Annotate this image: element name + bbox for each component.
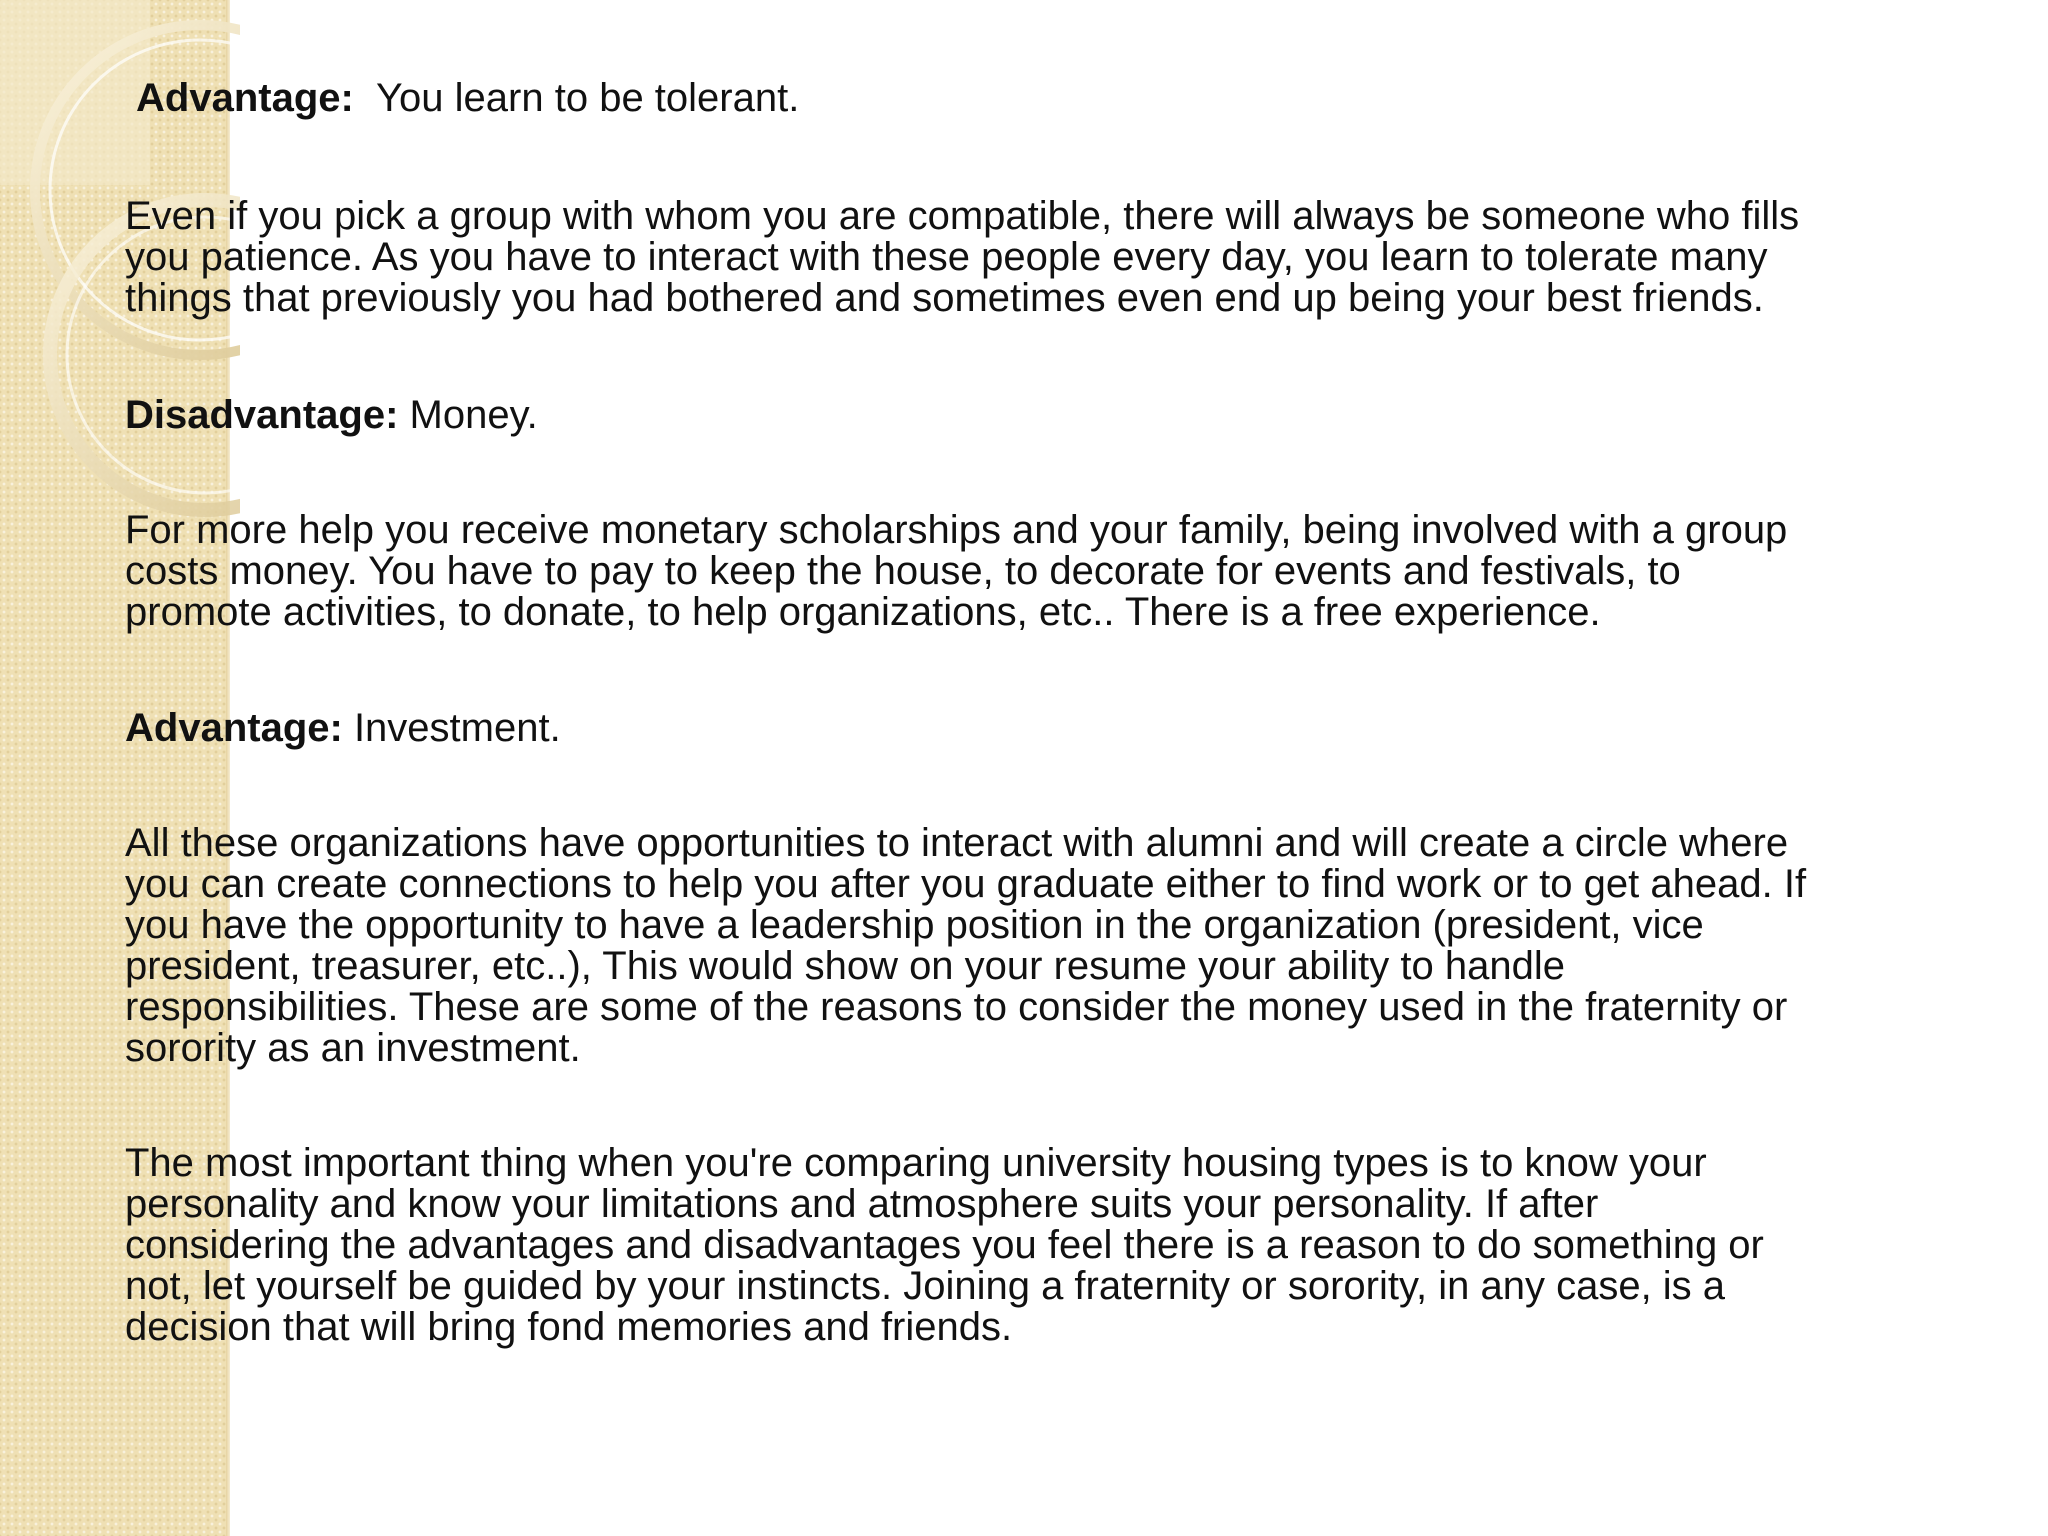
paragraph-line: president, treasurer, etc..), This would show on your resume your ability to handle (125, 944, 1565, 988)
heading-label: Advantage: (125, 706, 343, 750)
heading-text: You learn to be tolerant. (376, 76, 800, 120)
heading-advantage-investment (125, 708, 561, 749)
paragraph-line: personality and know your limitations and atmosphere suits your personality. If after (125, 1182, 1599, 1226)
heading-disadvantage-money (125, 395, 538, 436)
paragraph-line: decision that will bring fond memories and friends. (125, 1305, 1013, 1349)
paragraph-tolerance (125, 196, 1799, 319)
paragraph-line: you can create connections to help you after you graduate either to find work or to get ahead. If (125, 862, 1807, 906)
paragraph-line: not, let yourself be guided by your instincts. Joining a fraternity or sorority, in any case, is a (125, 1264, 1726, 1308)
paragraph-line: considering the advantages and disadvantages you feel there is a reason to do something or (125, 1223, 1764, 1267)
heading-label: Advantage: (136, 76, 354, 120)
heading-text: Investment. (353, 706, 561, 750)
paragraph-line: For more help you receive monetary scholarships and your family, being involved with a group (125, 508, 1788, 552)
paragraph-line: costs money. You have to pay to keep the house, to decorate for events and festivals, to (125, 549, 1681, 593)
paragraph-line: things that previously you had bothered and sometimes even end up being your best friends. (125, 276, 1764, 320)
paragraph-line: promote activities, to donate, to help organizations, etc.. There is a free experience. (125, 590, 1601, 634)
paragraph-line: sorority as an investment. (125, 1026, 581, 1070)
paragraph-line: All these organizations have opportunities to interact with alumni and will create a circle where (125, 821, 1789, 865)
paragraph-money (125, 510, 1787, 633)
heading-text: Money. (409, 393, 538, 437)
paragraph-line: The most important thing when you're comparing university housing types is to know your (125, 1141, 1707, 1185)
heading-advantage-tolerance (136, 78, 799, 119)
paragraph-conclusion (125, 1143, 1764, 1348)
paragraph-line: you have the opportunity to have a leadership position in the organization (president, vice (125, 903, 1704, 947)
paragraph-line: responsibilities. These are some of the reasons to consider the money used in the fraternity or (125, 985, 1788, 1029)
heading-label: Disadvantage: (125, 393, 399, 437)
paragraph-line: you patience. As you have to interact with these people every day, you learn to tolerate many (125, 235, 1768, 279)
paragraph-line: Even if you pick a group with whom you are compatible, there will always be someone who fills (125, 194, 1800, 238)
paragraph-investment (125, 823, 1806, 1069)
